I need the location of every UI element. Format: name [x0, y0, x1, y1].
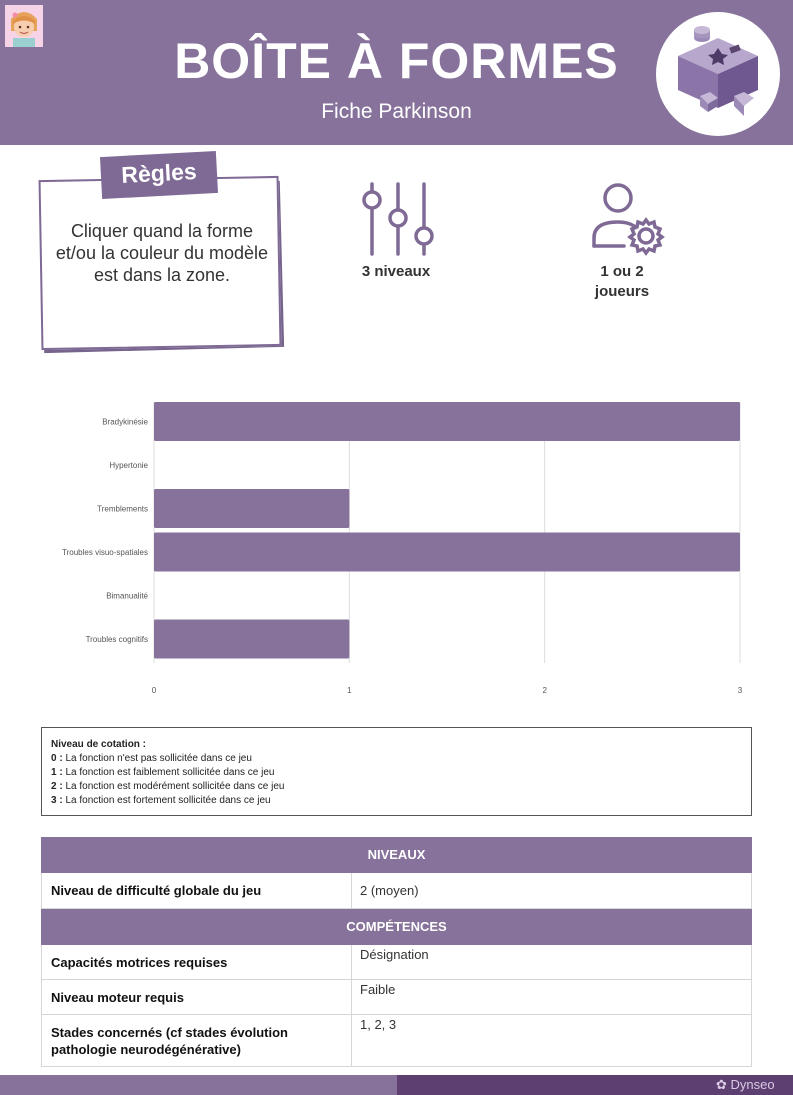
- rules-title: Règles: [120, 158, 198, 188]
- footer-brand: [716, 1077, 775, 1093]
- niveaux-header: NIVEAUX: [41, 837, 752, 873]
- bar: [154, 402, 740, 441]
- category-label: Bradykinésie: [102, 417, 148, 427]
- tick-label: 1: [347, 686, 352, 695]
- tick-label: 2: [542, 686, 547, 695]
- solicitation-bar-chart: [0, 380, 793, 695]
- motor-label: Capacités motrices requises: [42, 945, 352, 979]
- tick-label: 0: [151, 686, 157, 695]
- legend-item: 1 : La fonction est faiblement sollicitée dans ce jeu: [51, 767, 275, 778]
- difficulty-label: Niveau de difficulté globale du jeu: [42, 873, 352, 908]
- rules-text: Cliquer quand la forme et/ou la couleur du modèle est dans la zone.: [55, 221, 269, 285]
- players-label: [568, 262, 676, 302]
- motor-level-label: Niveau moteur requis: [42, 980, 352, 1014]
- table-row-motor-level: [41, 980, 752, 1015]
- category-label: Tremblements: [97, 504, 148, 514]
- footer-bar-left: [0, 1075, 397, 1095]
- tick-label: 3: [737, 686, 743, 695]
- page-subtitle: Fiche Parkinson: [321, 100, 472, 123]
- category-label: Troubles cognitifs: [85, 635, 148, 644]
- stages-label: Stades concernés (cf stades évolution pathologie neurodégénérative): [42, 1015, 352, 1066]
- levels-label: 3 niveaux: [361, 263, 431, 280]
- brain-icon: ✿: [716, 1077, 727, 1092]
- legend-item: 2 : La fonction est modérément sollicitée dans ce jeu: [51, 781, 285, 792]
- brand-name: Dynseo: [730, 1077, 775, 1092]
- bar: [154, 489, 349, 528]
- page-title: BOÎTE À FORMES: [174, 33, 619, 89]
- competences-header: COMPÉTENCES: [41, 909, 752, 945]
- stages-value: 1, 2, 3: [360, 1017, 397, 1032]
- bar: [154, 620, 349, 659]
- motor-level-value: Faible: [360, 982, 396, 997]
- category-label: Troubles visuo-spatiales: [62, 548, 148, 557]
- shape-box-logo: [656, 12, 780, 136]
- shape-sorter-icon: [656, 12, 780, 136]
- legend-item: 3 : La fonction est fortement sollicitée dans ce jeu: [51, 795, 271, 806]
- table-row-stages: [41, 1015, 752, 1067]
- table-row-difficulty: [41, 873, 752, 909]
- difficulty-value: 2 (moyen): [360, 883, 419, 898]
- rating-legend: [41, 727, 752, 816]
- bar: [154, 533, 740, 572]
- players-label-line1: 1 ou 2: [600, 263, 644, 280]
- category-label: Hypertonie: [109, 461, 148, 470]
- legend-heading: Niveau de cotation :: [51, 739, 147, 750]
- players-label-line2: joueurs: [594, 283, 650, 300]
- sliders-icon: [358, 182, 438, 263]
- user-settings-icon: [588, 182, 668, 263]
- category-label: Bimanualité: [106, 591, 148, 601]
- motor-value: Désignation: [360, 947, 429, 962]
- legend-item: 0 : La fonction n'est pas sollicitée dans ce jeu: [51, 753, 252, 764]
- table-row-motor: [41, 945, 752, 980]
